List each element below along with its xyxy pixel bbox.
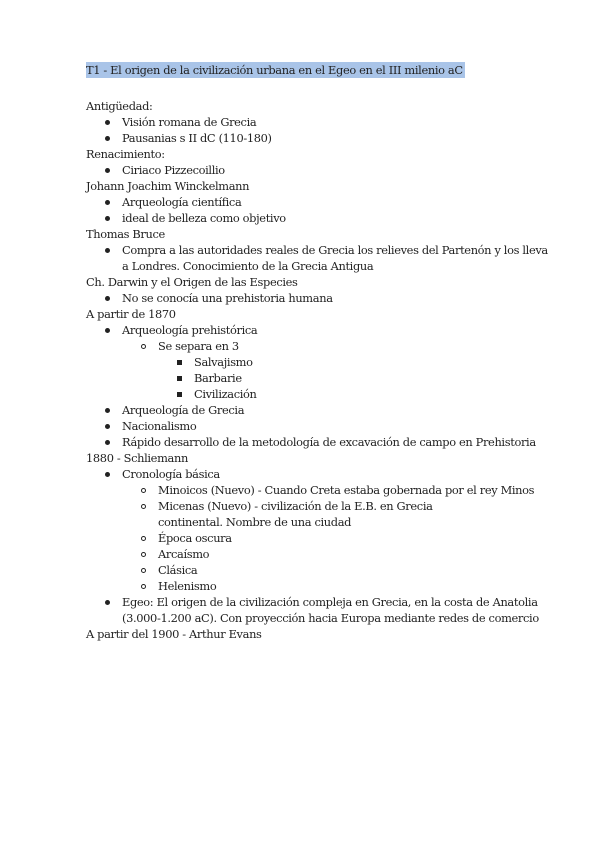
- disc-bullet-icon: [105, 120, 110, 125]
- list-item: Se separa en 3: [86, 338, 556, 354]
- list-item: Época oscura: [86, 530, 556, 546]
- disc-bullet-icon: [105, 200, 110, 205]
- disc-bullet-icon: [105, 136, 110, 141]
- circle-bullet-icon: [141, 488, 146, 493]
- square-bullet-icon: [177, 360, 182, 365]
- list-item: Civilización: [86, 386, 556, 402]
- list-item: No se conocía una prehistoria humana: [86, 290, 556, 306]
- disc-bullet-icon: [105, 408, 110, 413]
- list-item: Arqueología científica: [86, 194, 556, 210]
- list-item: Arqueología de Grecia: [86, 402, 556, 418]
- heading-1870: A partir de 1870: [86, 307, 176, 321]
- heading-thomas-bruce: Thomas Bruce: [86, 227, 165, 241]
- list-item: Minoicos (Nuevo) - Cuando Creta estaba gobernada por el rey Minos: [86, 482, 556, 498]
- disc-bullet-icon: [105, 248, 110, 253]
- list-item: Nacionalismo: [86, 418, 556, 434]
- circle-bullet-icon: [141, 552, 146, 557]
- list-item: Salvajismo: [86, 354, 556, 370]
- list-item: Visión romana de Grecia: [86, 114, 556, 130]
- heading-antiguedad: Antigüedad:: [86, 99, 153, 113]
- square-bullet-icon: [177, 392, 182, 397]
- list-item: Arcaísmo: [86, 546, 556, 562]
- disc-bullet-icon: [105, 296, 110, 301]
- list-item: ideal de belleza como objetivo: [86, 210, 556, 226]
- heading-winckelmann: Johann Joachim Winckelmann: [86, 179, 250, 193]
- disc-bullet-icon: [105, 328, 110, 333]
- list-item: Cronología básica: [86, 466, 556, 482]
- list-item: Clásica: [86, 562, 556, 578]
- disc-bullet-icon: [105, 440, 110, 445]
- heading-1900: A partir del 1900 - Arthur Evans: [86, 627, 262, 641]
- disc-bullet-icon: [105, 216, 110, 221]
- list-item: Egeo: El origen de la civilización compleja en Grecia, en la costa de Anatolia (3.000-1.200 aC). Con proyección hacia Europa mediante redes de comercio: [86, 594, 556, 626]
- heading-1880: 1880 - Schliemann: [86, 451, 188, 465]
- circle-bullet-icon: [141, 344, 146, 349]
- list-item: Helenismo: [86, 578, 556, 594]
- document-title: T1 - El origen de la civilización urbana en el Egeo en el III milenio aC: [86, 63, 463, 77]
- list-item: Compra a las autoridades reales de Grecia los relieves del Partenón y los lleva a Londres. Conocimiento de la Grecia Antigua: [86, 242, 556, 274]
- circle-bullet-icon: [141, 568, 146, 573]
- list-item: Micenas (Nuevo) - civilización de la E.B. en Grecia continental. Nombre de una ciudad: [86, 498, 556, 530]
- circle-bullet-icon: [141, 504, 146, 509]
- circle-bullet-icon: [141, 536, 146, 541]
- circle-bullet-icon: [141, 584, 146, 589]
- heading-darwin: Ch. Darwin y el Origen de las Especies: [86, 275, 298, 289]
- document-body: [86, 62, 556, 642]
- square-bullet-icon: [177, 376, 182, 381]
- heading-renacimiento: Renacimiento:: [86, 147, 165, 161]
- disc-bullet-icon: [105, 472, 110, 477]
- list-item: Ciriaco Pizzecoillio: [86, 162, 556, 178]
- list-item: Pausanias s II dC (110-180): [86, 130, 556, 146]
- list-item: Arqueología prehistórica: [86, 322, 556, 338]
- disc-bullet-icon: [105, 424, 110, 429]
- list-item: Rápido desarrollo de la metodología de excavación de campo en Prehistoria: [86, 434, 556, 450]
- disc-bullet-icon: [105, 600, 110, 605]
- disc-bullet-icon: [105, 168, 110, 173]
- list-item: Barbarie: [86, 370, 556, 386]
